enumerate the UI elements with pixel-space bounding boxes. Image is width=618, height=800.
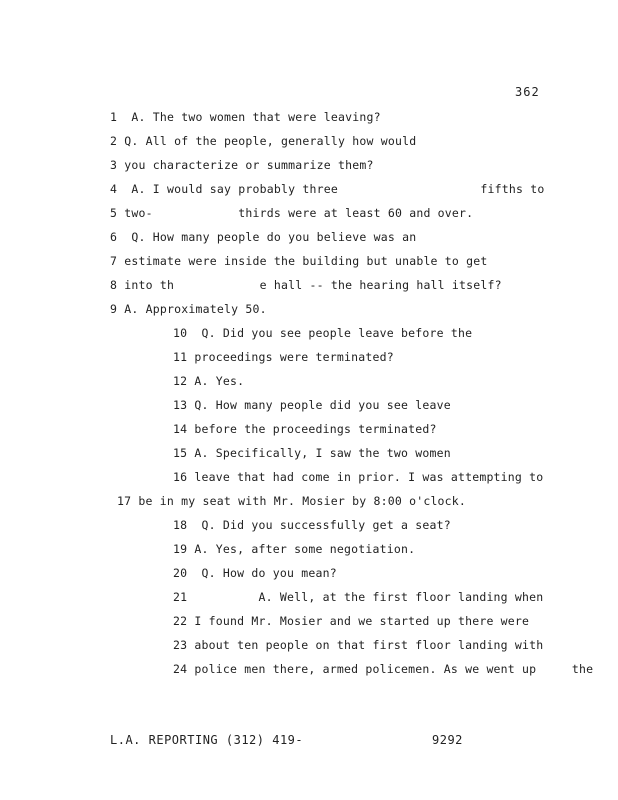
transcript-line: 24 police men there, armed policemen. As we went up the <box>173 662 594 676</box>
transcript-line: 5 two- thirds were at least 60 and over. <box>110 206 474 220</box>
transcript-line: 10 Q. Did you see people leave before the <box>173 326 473 340</box>
transcript-line: 17 be in my seat with Mr. Mosier by 8:00 o'clock. <box>117 494 467 508</box>
footer-reporter: L.A. REPORTING (312) 419- <box>110 733 304 747</box>
transcript-line: 21 A. Well, at the first floor landing when <box>173 590 544 604</box>
transcript-line: 14 before the proceedings terminated? <box>173 422 437 436</box>
transcript-line: 2 Q. All of the people, generally how would <box>110 134 417 148</box>
transcript-line: 12 A. Yes. <box>173 374 245 388</box>
transcript-line: 1 A. The two women that were leaving? <box>110 110 381 124</box>
transcript-line: 11 proceedings were terminated? <box>173 350 394 364</box>
transcript-line: 6 Q. How many people do you believe was an <box>110 230 417 244</box>
transcript-line: 13 Q. How many people did you see leave <box>173 398 451 412</box>
transcript-line: 22 I found Mr. Mosier and we started up there were <box>173 614 530 628</box>
transcript-line: 15 A. Specifically, I saw the two women <box>173 446 451 460</box>
transcript-line: 7 estimate were inside the building but unable to get <box>110 254 488 268</box>
transcript-line: 8 into th e hall -- the hearing hall itself? <box>110 278 502 292</box>
transcript-line: 9 A. Approximately 50. <box>110 302 267 316</box>
transcript-line: 18 Q. Did you successfully get a seat? <box>173 518 451 532</box>
transcript-line: 16 leave that had come in prior. I was attempting to <box>173 470 544 484</box>
transcript-line: 4 A. I would say probably three fifths to <box>110 182 545 196</box>
transcript-line: 3 you characterize or summarize them? <box>110 158 374 172</box>
transcript-line: 23 about ten people on that first floor landing with <box>173 638 544 652</box>
page-number: 362 <box>515 85 540 99</box>
footer-phone-suffix: 9292 <box>432 733 463 747</box>
transcript-line: 19 A. Yes, after some negotiation. <box>173 542 416 556</box>
transcript-line: 20 Q. How do you mean? <box>173 566 337 580</box>
